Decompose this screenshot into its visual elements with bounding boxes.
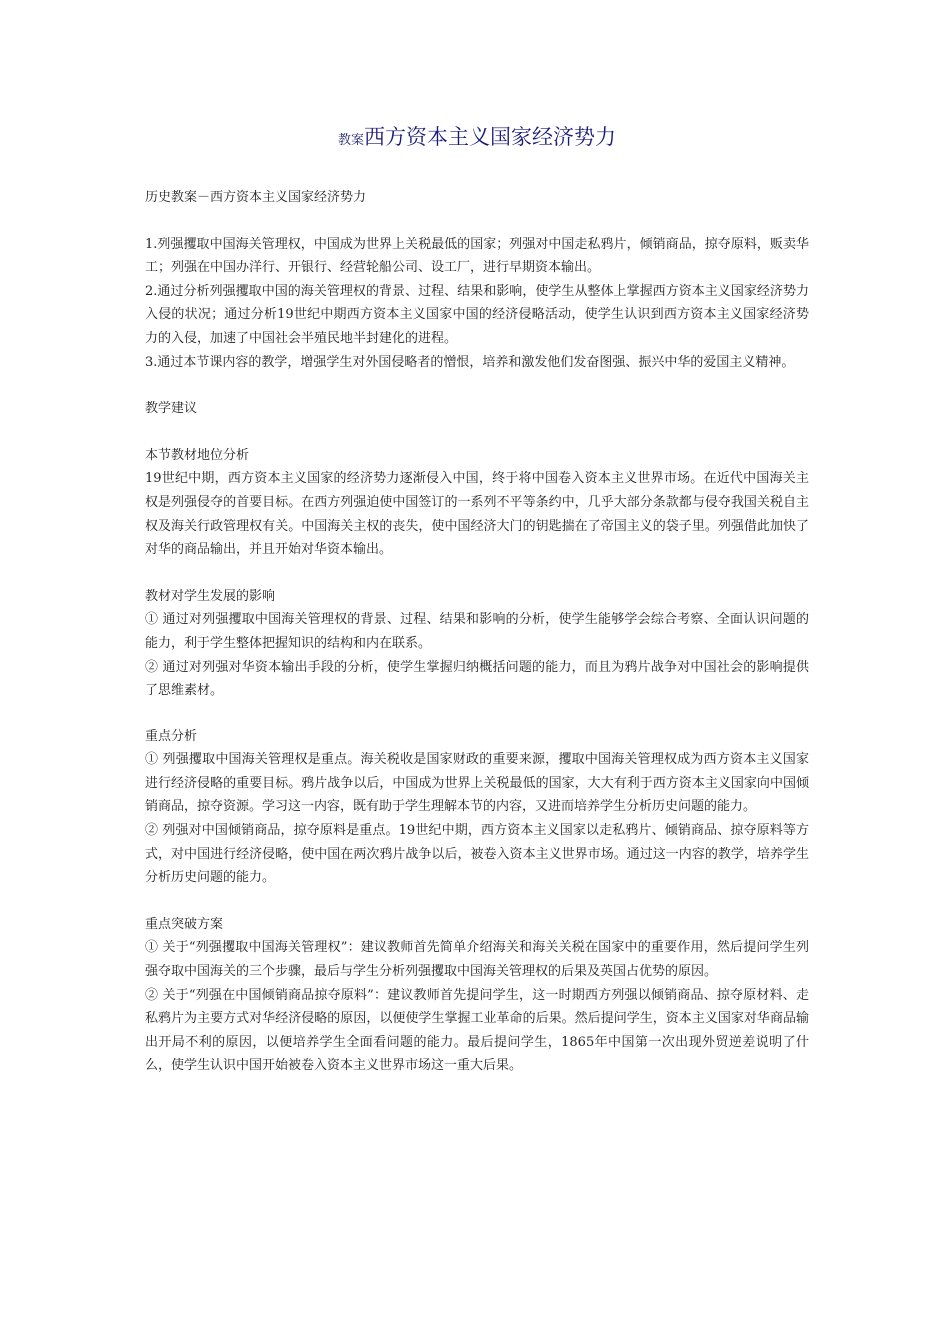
breakthrough-heading: 重点突破方案 [145, 916, 224, 932]
key-point-item-2: ② 列强对中国倾销商品，掠夺原料是重点。19世纪中期，西方资本主义国家以走私鸦片、倾销商品、掠夺原料等方式，对中国进行经济侵略，使中国在两次鸦片战争以后，被卷入资本主义世界市场。通过这一内容的教学，培养学生分析历史问题的能力。 [145, 823, 809, 886]
key-point-item-1: ① 列强攫取中国海关管理权是重点。海关税收是国家财政的重要来源，攫取中国海关管理权成为西方资本主义国家进行经济侵略的重要目标。鸦片战争以后，中国成为世界上关税最低的国家，大大有利于西方资本主义国家向中国倾销商品，掠夺资源。学习这一内容，既有助于学生理解本节的内容，又进而培养学生分析历史问题的能力。 [145, 752, 809, 815]
key-points-section [145, 725, 809, 890]
position-text: 19世纪中期，西方资本主义国家的经济势力逐渐侵入中国，终于将中国卷入资本主义世界市场。在近代中国海关主权是列强侵夺的首要目标。在西方列强迫使中国签订的一系列不平等条约中，几乎大部分条款都与侵夺我国关税自主权及海关行政管理权有关。中国海关主权的丧失，使中国经济大门的钥匙揣在了帝国主义的袋子里。列强借此加快了对华的商品输出，并且开始对华资本输出。 [145, 471, 809, 558]
document-page [145, 0, 809, 1078]
influence-item-1: ① 通过对列强攫取中国海关管理权的背景、过程、结果和影响的分析，使学生能够学会综合考察、全面认识问题的能力，利于学生整体把握知识的结构和内在联系。 [145, 612, 809, 651]
document-subtitle: 历史教案－西方资本主义国家经济势力 [145, 190, 367, 205]
objective-item-2: 2.通过分析列强攫取中国的海关管理权的背景、过程、结果和影响，使学生从整体上掌握西方资本主义国家经济势力入侵的状况；通过分析19世纪中期西方资本主义国家中国的经济侵略活动，使学生认识到西方资本主义国家经济势力的入侵，加速了中国社会半殖民地半封建化的进程。 [145, 283, 809, 346]
teaching-suggestion-heading: 教学建议 [145, 401, 198, 417]
position-heading: 本节教材地位分析 [145, 447, 250, 463]
document-title [145, 122, 809, 152]
influence-section [145, 585, 809, 703]
key-points-heading: 重点分析 [145, 728, 198, 744]
objective-item-3: 3.通过本节课内容的教学，增强学生对外国侵略者的憎恨，培养和激发他们发奋图强、振兴中华的爱国主义精神。 [145, 354, 795, 370]
breakthrough-item-1: ① 关于“列强攫取中国海关管理权”：建议教师首先简单介绍海关和海关关税在国家中的重要作用，然后提问学生列强夺取中国海关的三个步骤，最后与学生分析列强攫取中国海关管理权的后果及英国占优势的原因。 [145, 940, 809, 980]
title-main: 西方资本主义国家经济势力 [364, 125, 616, 149]
breakthrough-item-2: ② 关于“列强在中国倾销商品掠夺原料”：建议教师首先提问学生，这一时期西方列强以倾销商品、掠夺原材料、走私鸦片为主要方式对华经济侵略的原因，以便使学生掌握工业革命的后果。然后提问学生，资本主义国家对华商品输出开局不利的原因，以便培养学生全面看问题的能力。最后提问学生，1865年中国第一次出现外贸逆差说明了什么，使学生认识中国开始被卷入资本主义世界市场这一重大后果。 [145, 987, 809, 1074]
objective-item-1: 1.列强攫取中国海关管理权，中国成为世界上关税最低的国家；列强对中国走私鸦片，倾销商品，掠夺原料，贩卖华工；列强在中国办洋行、开银行、经营轮船公司、设工厂，进行早期资本输出。 [145, 236, 809, 276]
influence-heading: 教材对学生发展的影响 [145, 588, 276, 604]
title-prefix: 教案 [337, 133, 364, 148]
breakthrough-section [145, 913, 809, 1078]
objectives-section [145, 233, 809, 375]
position-section [145, 444, 809, 562]
influence-item-2: ② 通过对列强对华资本输出手段的分析，使学生掌握归纳概括问题的能力，而且为鸦片战争对中国社会的影响提供了思维素材。 [145, 659, 809, 699]
